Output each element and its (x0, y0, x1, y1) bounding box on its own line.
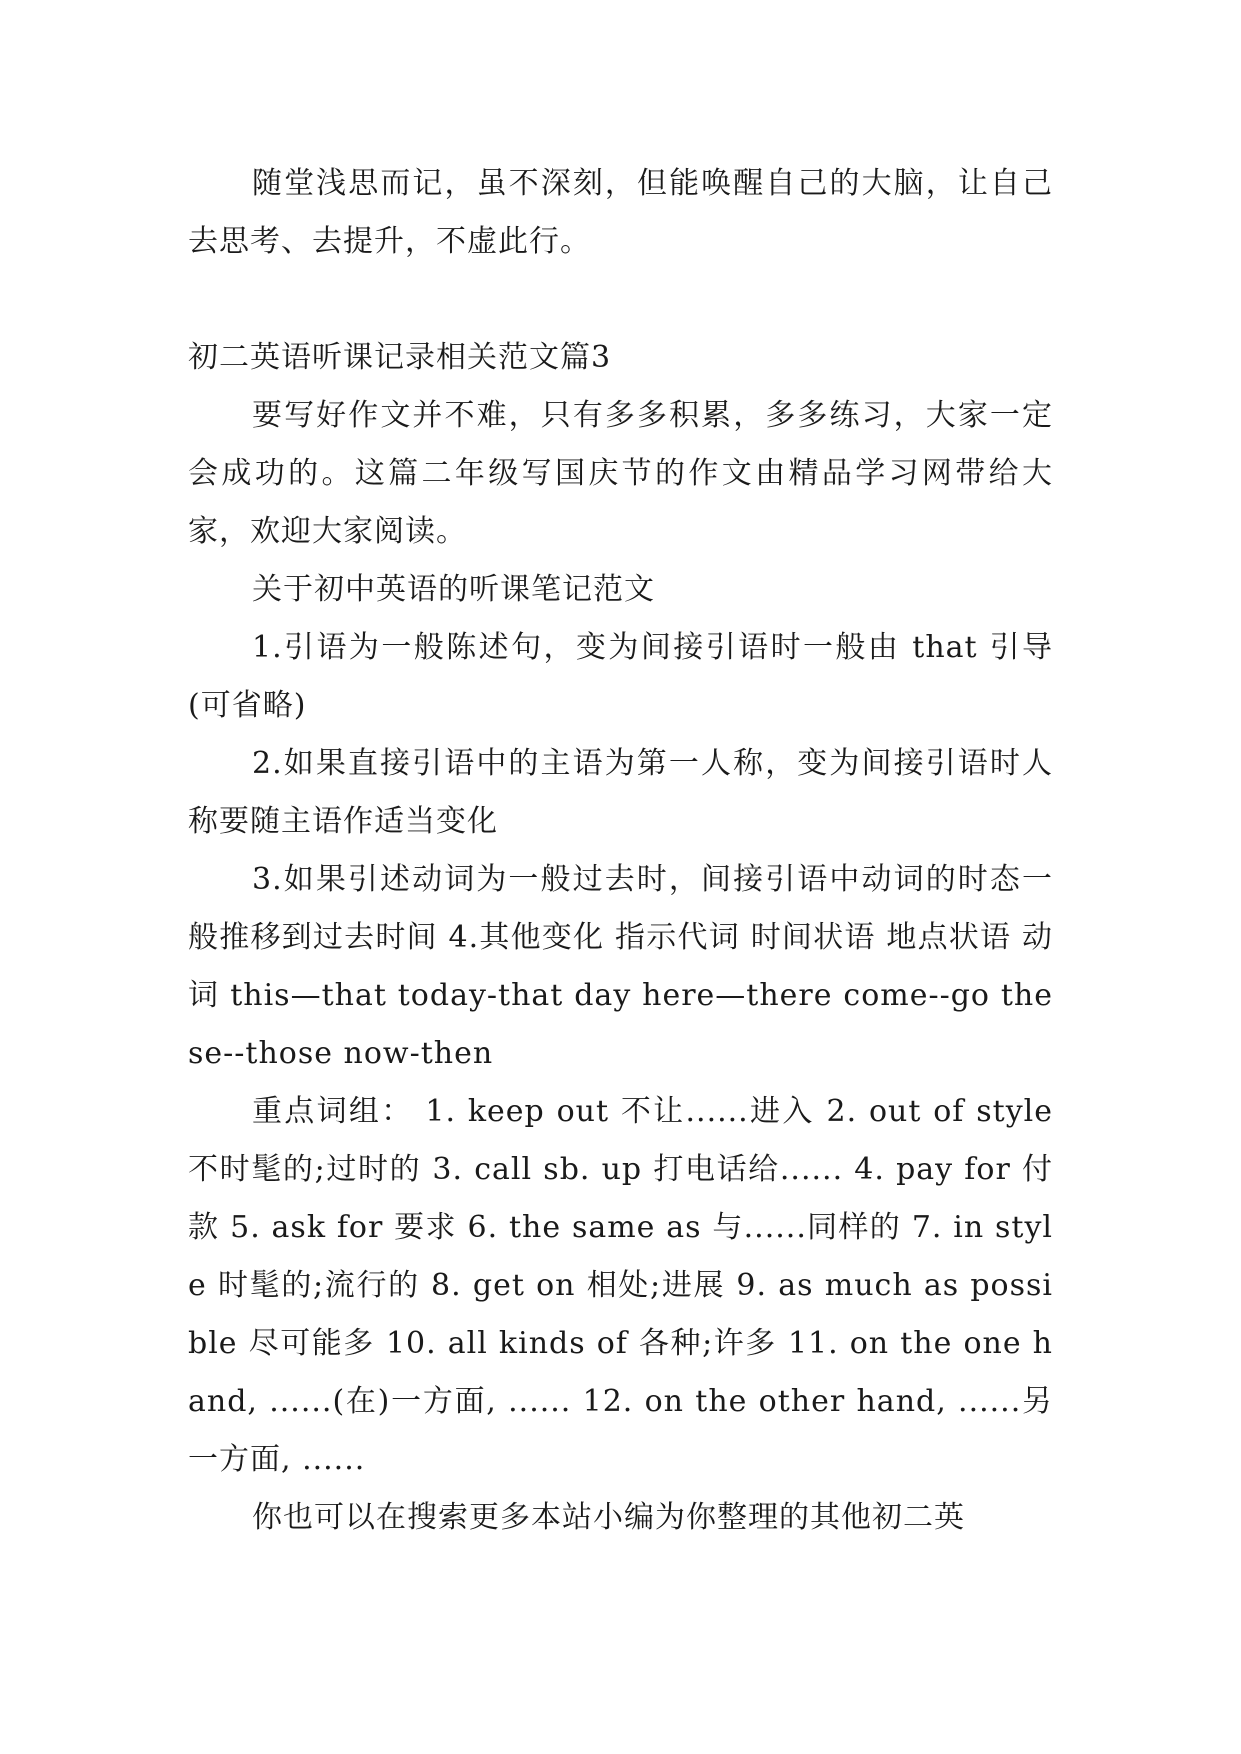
paragraph-closing: 你也可以在搜索更多本站小编为你整理的其他初二英 (252, 1500, 965, 1535)
paragraph-rule-2: 2.如果直接引语中的主语为第一人称，变为间接引语时人称要随主语作适当变化 (188, 746, 1053, 839)
paragraph-reflection: 随堂浅思而记，虽不深刻，但能唤醒自己的大脑，让自己去思考、去提升，不虚此行。 (188, 166, 1053, 259)
paragraph-spacer (188, 271, 1053, 329)
document-body (188, 155, 1053, 1547)
section-heading: 初二英语听课记录相关范文篇3 (188, 340, 612, 375)
paragraph-phrases: 重点词组： 1. keep out 不让......进入 2. out of style 不时髦的;过时的 3. call sb. up 打电话给...... 4. pay for 付款 5. ask for 要求 6. the same as 与......同样的 7. in style 时髦的;流行的 8. get on 相处;进展 9. as much as possible 尽可能多 10. all kinds of 各种;许多 11. on the one hand, ......(在)一方面, ...... 12. on the other hand, ......另一方面, ...... (188, 1094, 1053, 1477)
paragraph-rule-3: 3.如果引述动词为一般过去时，间接引语中动词的时态一般推移到过去时间 4.其他变化 指示代词 时间状语 地点状语 动词 this—that today-that day here—there come--go these--those now-then (188, 862, 1053, 1071)
paragraph-rule-1: 1.引语为一般陈述句，变为间接引语时一般由 that 引导(可省略) (188, 630, 1053, 723)
paragraph-intro: 要写好作文并不难，只有多多积累，多多练习，大家一定会成功的。这篇二年级写国庆节的作文由精品学习网带给大家，欢迎大家阅读。 (188, 398, 1053, 549)
paragraph-subtitle: 关于初中英语的听课笔记范文 (252, 572, 655, 607)
